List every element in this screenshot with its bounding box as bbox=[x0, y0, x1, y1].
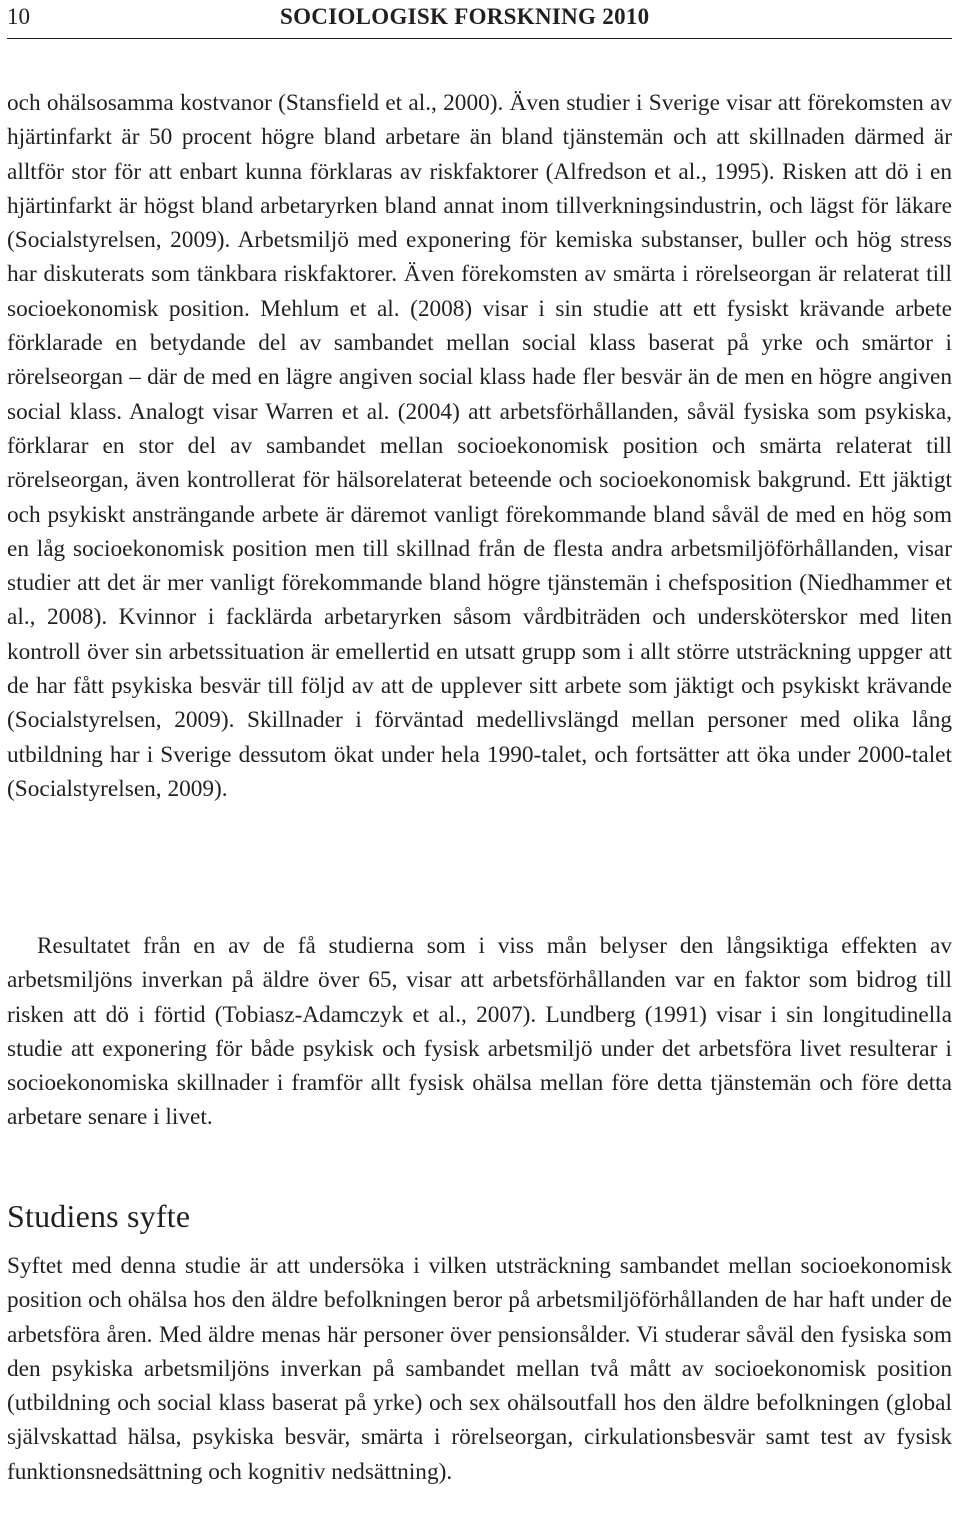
journal-title: SOCIOLOGISK FORSKNING 2010 bbox=[280, 4, 650, 29]
body-paragraph-2: Resultatet från en av de få studierna som i viss mån belyser den långsiktiga effekten av arbetsmiljöns inverkan på äldre över 65, visar att arbetsförhållanden var en faktor som bidrog till risken att dö i förtid (Tobiasz-Adamczyk et al., 2007). Lundberg (1991) visar i sin longitudinella studie att exponering för både psykisk och fysisk arbetsmiljö under det arbetsföra livet resulterar i socioekonomiska skillnader i framför allt fysisk ohälsa mellan före detta tjänstemän och före detta arbetare senare i livet. bbox=[7, 933, 952, 1131]
body-paragraph-3: Syftet med denna studie är att undersöka i vilken utsträckning sambandet mellan socioekonomisk position och ohälsa hos den äldre befolkningen beror på arbetsmiljöförhållanden de har haft under de arbetsföra åren. Med äldre menas här personer över pensionsålder. Vi studerar såväl den fysiska som den psykiska arbetsmiljöns inverkan på sambandet mellan två mått av socioekonomisk position (utbildning och social klass baserat på yrke) och sex ohälsoutfall hos den äldre befolkningen (global självskattad hälsa, psykiska besvär, smärta i rörelseorgan, cirkulationsbesvär samt test av fysisk funktionsnedsättning och kognitiv nedsättning). bbox=[7, 1253, 952, 1485]
running-header bbox=[7, 0, 947, 34]
section-heading: Studiens syfte bbox=[7, 1198, 191, 1234]
header-divider bbox=[7, 38, 952, 39]
page-number: 10 bbox=[7, 4, 30, 29]
body-paragraph-1: och ohälsosamma kostvanor (Stansfield et al., 2000). Även studier i Sverige visar att förekomsten av hjärtinfarkt är 50 procent högre bland arbetare än bland tjänstemän och att skillnaden därmed är alltför stor för att enbart kunna förklaras av riskfaktorer (Alfredson et al., 1995). Risken att dö i en hjärtinfarkt är högst bland arbetaryrken bland annat inom tillverkningsindustrin, och lägst för läkare (Socialstyrelsen, 2009). Arbetsmiljö med exponering för kemiska substanser, buller och hög stress har diskuterats som tänkbara riskfaktorer. Även förekomsten av smärta i rörelseorgan är relaterat till socioekonomisk position. Mehlum et al. (2008) visar i sin studie att ett fysiskt krävande arbete förklarade en betydande del av sambandet mellan social klass baserat på yrke och smärtor i rörelseorgan – där de med en lägre angiven social klass hade fler besvär än de men en högre angiven social klass. Analogt visar Warren et al. (2004) att arbetsförhållanden, såväl fysiska som psykiska, förklarar en stor del av sambandet mellan socioekonomisk position och smärta relaterat till rörelseorgan, även kontrollerat för hälsorelaterat beteende och socioekonomisk bakgrund. Ett jäktigt och psykiskt ansträngande arbete är däremot vanligt förekommande bland såväl de med en hög som en låg socioekonomisk position men till skillnad från de flesta andra arbetsmiljöförhållanden, visar studier att det är mer vanligt förekommande bland högre tjänstemän i chefsposition (Niedhammer et al., 2008). Kvinnor i facklärda arbetaryrken såsom vårdbiträden och undersköterskor med liten kontroll över sin arbetssituation är emellertid en utsatt grupp som i allt större utsträckning uppger att de har fått psykiska besvär till följd av att de upplever sitt arbete som jäktigt och psykiskt krävande (Socialstyrelsen, 2009). Skillnader i förväntad medellivslängd mellan personer med olika lång utbildning har i Sverige dessutom ökat under hela 1990-talet, och fortsätter att öka under 2000-talet (Socialstyrelsen, 2009). bbox=[7, 90, 952, 802]
